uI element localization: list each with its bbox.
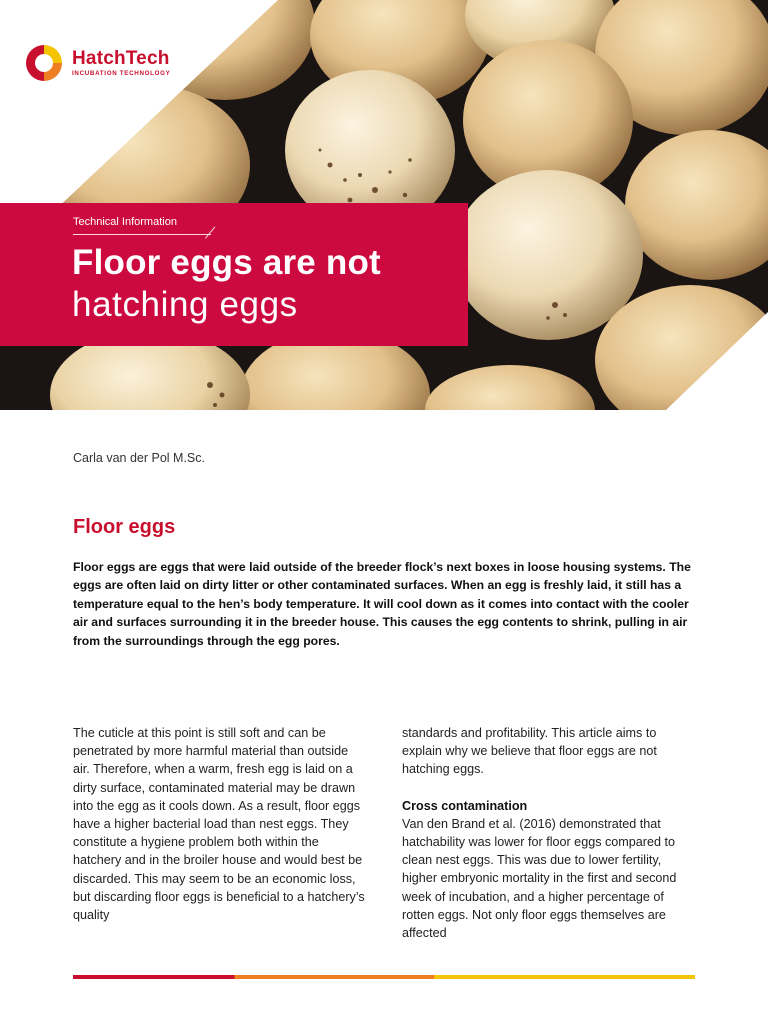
subheading-cross-contamination: Cross contamination: [402, 798, 528, 813]
intro-paragraph: Floor eggs are eggs that were laid outside of the breeder flock’s next boxes in loose housing systems. The eggs are often laid on dirty litter or other contaminated surfaces. When an egg is freshly laid, it still has a temperature equal to the hen’s body temperature. It will cool down as it comes into contact with the cooler air and surfaces surrounding it in the breeder house. This causes the egg contents to shrink, pulling in air from the surroundings through the egg pores.: [73, 560, 691, 648]
author: Carla van der Pol M.Sc.: [73, 451, 205, 465]
footer-color-bar: [73, 975, 695, 979]
title-banner: [0, 203, 468, 346]
left-column: [73, 724, 368, 924]
section-heading: Floor eggs: [73, 516, 176, 538]
banner-divider: [73, 234, 211, 235]
document-category: Technical Information: [73, 216, 177, 228]
banner-divider-accent: [205, 227, 215, 239]
right-column-text-2: Van den Brand et al. (2016) demonstrated that hatchability was lower for floor eggs compared to clean nest eggs. This was due to lower fertility, higher embryonic mortality in the first and second week of incubation, and a higher percentage of rotten eggs. Not only floor eggs themselves are affected: [402, 816, 677, 941]
brand-tagline: INCUBATION TECHNOLOGY: [72, 69, 171, 77]
right-column-text-1: standards and profitability. This article aims to explain why we believe that floor eggs are not hatching eggs.: [402, 726, 657, 777]
brand-name: HatchTech: [72, 47, 170, 69]
hatchtech-logo-icon: [24, 43, 64, 83]
left-column-text: The cuticle at this point is still soft and can be penetrated by more harmful material than outside air. Therefore, when a warm, fresh egg is laid on a dirty surface, contaminated material may be drawn into the egg as it cools down. As a result, floor eggs have a higher bacterial load than nest eggs. They constitute a hygiene problem both within the hatchery and in the broiler house and would best be discarded. This may seem to be an economic loss, but discarding floor eggs is beneficial to a hatchery’s quality: [73, 726, 365, 923]
right-column: [402, 724, 697, 942]
page-title-bold: Floor eggs are not: [72, 243, 381, 282]
page-title-light: hatching eggs: [72, 285, 298, 324]
hatchtech-logo: [24, 43, 170, 83]
